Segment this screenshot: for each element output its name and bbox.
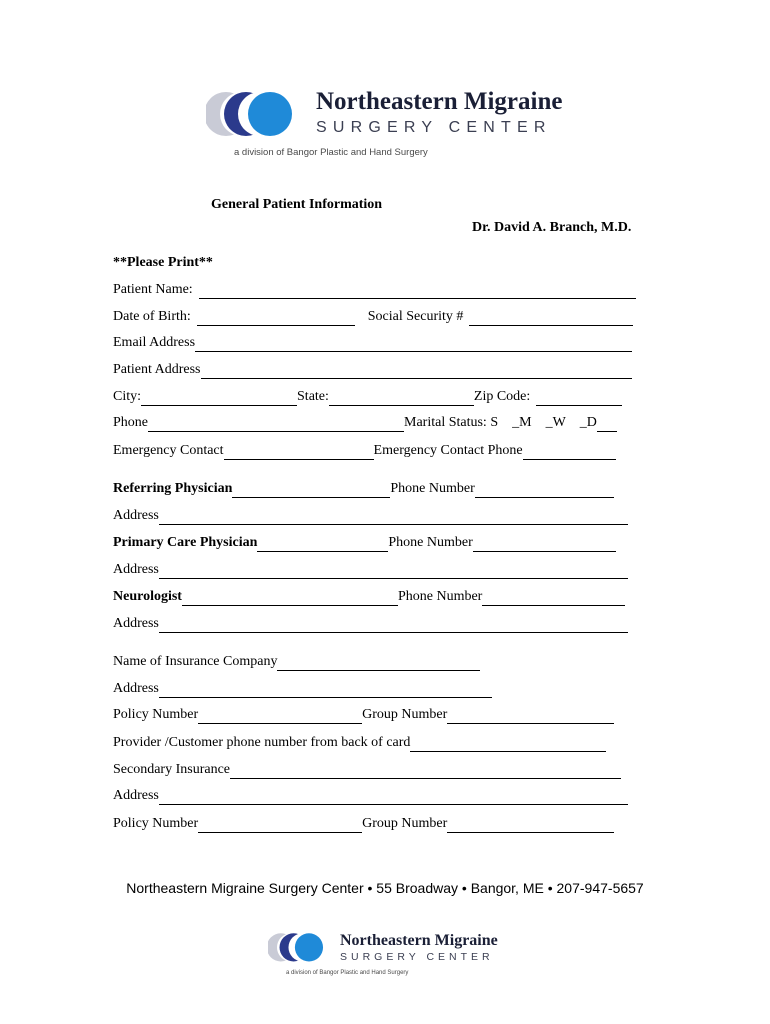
row-primary-care — [113, 534, 616, 552]
row-referring-physician — [113, 480, 614, 498]
phone-field[interactable] — [148, 417, 404, 432]
row-neurologist — [113, 588, 625, 606]
row-provider-phone — [113, 734, 606, 752]
row-referring-address — [113, 507, 628, 525]
provider-phone-field[interactable] — [410, 737, 606, 752]
secondary-address-label: Address — [113, 788, 159, 803]
emergency-phone-field[interactable] — [523, 445, 616, 460]
referring-physician-field[interactable] — [232, 483, 390, 498]
logo-top — [206, 88, 563, 158]
neurologist-label: Neurologist — [113, 589, 182, 604]
row-neurologist-address — [113, 615, 628, 633]
group-number-field[interactable] — [447, 709, 614, 724]
ssn-field[interactable] — [469, 311, 633, 326]
row-secondary-insurance — [113, 761, 621, 779]
state-label: State: — [297, 389, 329, 404]
referring-phone-label: Phone Number — [390, 481, 475, 496]
referring-phone-field[interactable] — [475, 483, 614, 498]
patient-name-label: Patient Name: — [113, 282, 193, 297]
logo-division: a division of Bangor Plastic and Hand Surgery — [234, 147, 428, 158]
state-field[interactable] — [329, 391, 474, 406]
group-number-label: Group Number — [362, 707, 448, 722]
logo-circles-icon — [268, 930, 332, 966]
zip-label: Zip Code: — [473, 389, 531, 404]
doctor-name: Dr. David A. Branch, M.D. — [472, 220, 632, 235]
row-patient-address — [113, 361, 632, 379]
secondary-insurance-label: Secondary Insurance — [113, 762, 231, 777]
emergency-phone-label: Emergency Contact Phone — [373, 443, 523, 458]
row-dob-ssn — [113, 308, 633, 326]
neurologist-address-field[interactable] — [159, 618, 628, 633]
row-secondary-address — [113, 787, 628, 805]
city-label: City: — [113, 389, 142, 404]
email-label: Email Address — [113, 335, 196, 350]
patient-name-field[interactable] — [199, 284, 636, 299]
primary-care-field[interactable] — [257, 537, 388, 552]
logo-bottom — [268, 930, 498, 976]
primary-care-label: Primary Care Physician — [113, 535, 258, 550]
insurance-address-field[interactable] — [159, 683, 492, 698]
row-city-state-zip — [113, 388, 622, 406]
email-field[interactable] — [195, 337, 632, 352]
insurance-company-field[interactable] — [277, 656, 480, 671]
row-insurance-address — [113, 680, 492, 698]
marital-w-option[interactable]: _W — [545, 415, 566, 430]
form-title: General Patient Information — [211, 197, 383, 212]
marital-d-option[interactable]: _D — [579, 415, 597, 430]
dob-label: Date of Birth: — [113, 309, 191, 324]
referring-physician-label: Referring Physician — [113, 481, 233, 496]
row-insurance-company — [113, 653, 480, 671]
row-policy-group — [113, 706, 614, 724]
primary-care-phone-field[interactable] — [473, 537, 616, 552]
secondary-policy-number-label: Policy Number — [113, 816, 199, 831]
marital-d-field[interactable] — [597, 417, 617, 432]
emergency-contact-field[interactable] — [224, 445, 374, 460]
neurologist-phone-field[interactable] — [482, 591, 625, 606]
marital-label: Marital Status: S — [404, 415, 499, 430]
referring-address-field[interactable] — [159, 510, 628, 525]
primary-care-address-label: Address — [113, 562, 159, 577]
secondary-address-field[interactable] — [159, 790, 628, 805]
policy-number-label: Policy Number — [113, 707, 199, 722]
patient-address-field[interactable] — [201, 364, 632, 379]
insurance-address-label: Address — [113, 681, 159, 696]
secondary-group-number-label: Group Number — [362, 816, 448, 831]
neurologist-field[interactable] — [182, 591, 398, 606]
neurologist-address-label: Address — [113, 616, 159, 631]
logo-title: Northeastern Migraine — [316, 88, 563, 115]
zip-field[interactable] — [536, 391, 622, 406]
policy-number-field[interactable] — [198, 709, 362, 724]
row-secondary-policy-group — [113, 815, 614, 833]
ssn-label: Social Security # — [367, 309, 464, 324]
city-field[interactable] — [141, 391, 297, 406]
row-email — [113, 334, 632, 352]
primary-care-phone-label: Phone Number — [388, 535, 473, 550]
primary-care-address-field[interactable] — [159, 564, 628, 579]
phone-label: Phone — [113, 415, 148, 430]
logo-subtitle: SURGERY CENTER — [340, 951, 494, 963]
logo-circles-icon — [206, 88, 306, 142]
logo-subtitle: SURGERY CENTER — [316, 119, 552, 136]
row-emergency — [113, 442, 616, 460]
patient-address-label: Patient Address — [113, 362, 201, 377]
secondary-group-number-field[interactable] — [447, 818, 614, 833]
secondary-policy-number-field[interactable] — [198, 818, 362, 833]
row-patient-name — [113, 281, 636, 299]
row-phone-marital — [113, 414, 617, 432]
provider-phone-label: Provider /Customer phone number from back of card — [113, 735, 411, 750]
logo-division: a division of Bangor Plastic and Hand Surgery — [286, 970, 409, 976]
neurologist-phone-label: Phone Number — [397, 589, 483, 604]
dob-field[interactable] — [197, 311, 355, 326]
row-primary-care-address — [113, 561, 628, 579]
referring-address-label: Address — [113, 508, 159, 523]
secondary-insurance-field[interactable] — [230, 764, 621, 779]
insurance-company-label: Name of Insurance Company — [113, 654, 278, 669]
emergency-contact-label: Emergency Contact — [113, 443, 224, 458]
footer-address: Northeastern Migraine Surgery Center • 55 Broadway • Bangor, ME • 207-947-5657 — [126, 880, 644, 896]
marital-m-option[interactable]: _M — [512, 415, 532, 430]
print-note: **Please Print** — [113, 255, 213, 270]
logo-title: Northeastern Migraine — [340, 932, 498, 949]
